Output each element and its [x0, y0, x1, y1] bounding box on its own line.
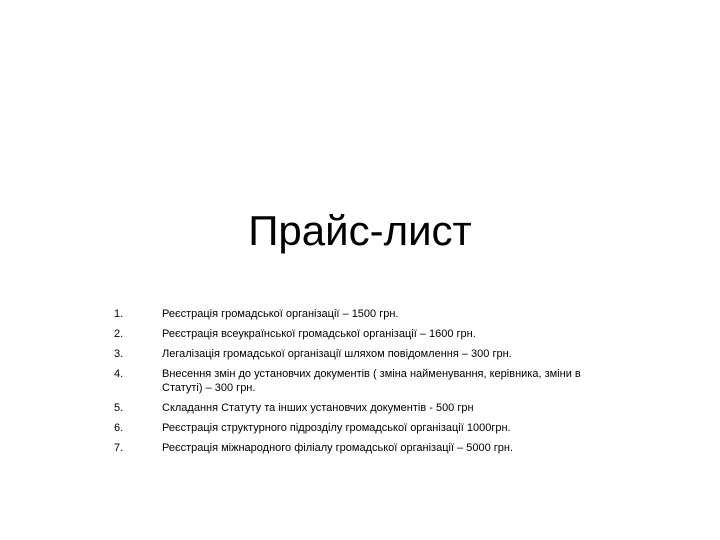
item-text: Внесення змін до установчих документів ( зміна найменування, керівника, зміни в Статуті) – 300 грн.: [162, 368, 581, 394]
item-number: 4.: [114, 368, 124, 380]
list-item: [114, 367, 594, 395]
list-item: [114, 347, 594, 361]
slide-title: Прайс-лист: [248, 207, 472, 254]
item-number: 3.: [114, 348, 124, 360]
item-number: 7.: [114, 442, 124, 454]
item-text: Реєстрація громадської організації – 1500 грн.: [162, 308, 399, 320]
item-number: 2.: [114, 328, 124, 340]
list-item: [114, 327, 594, 341]
list-item: [114, 421, 594, 435]
item-number: 1.: [114, 308, 124, 320]
list-item: [114, 307, 594, 321]
item-text: Реєстрація структурного підрозділу громадської організації 1000грн.: [162, 422, 511, 434]
item-text: Легалізація громадської організації шляхом повідомлення – 300 грн.: [162, 348, 512, 360]
item-number: 6.: [114, 422, 124, 434]
item-text: Реєстрація всеукраїнської громадської організації – 1600 грн.: [162, 328, 476, 340]
item-text: Реєстрація міжнародного філіалу громадської організації – 5000 грн.: [162, 442, 514, 454]
price-list: [114, 307, 594, 461]
list-item: [114, 401, 594, 415]
list-item: [114, 441, 594, 455]
item-number: 5.: [114, 402, 124, 414]
item-text: Складання Статуту та інших установчих документів - 500 грн: [162, 402, 474, 414]
